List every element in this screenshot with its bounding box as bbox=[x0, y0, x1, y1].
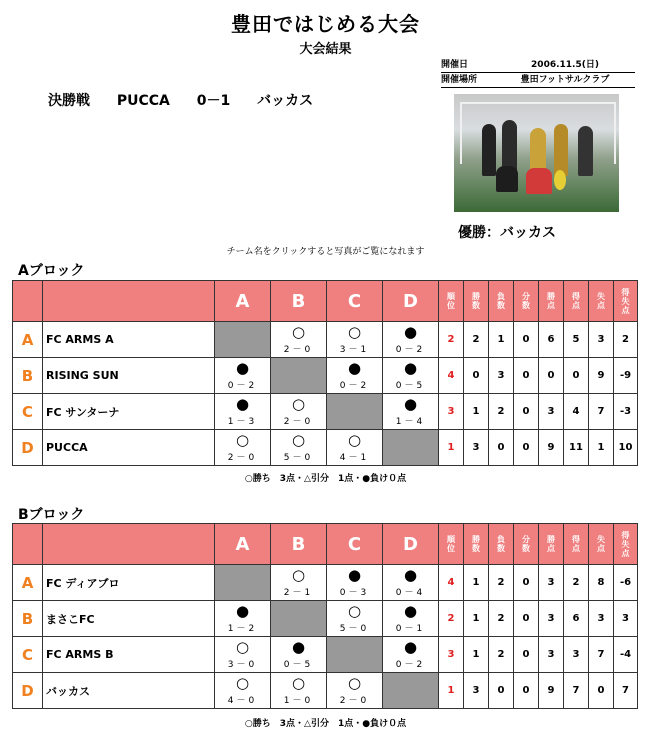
result-wrap bbox=[271, 637, 326, 672]
self-match-cell bbox=[271, 601, 327, 637]
result-wrap bbox=[215, 673, 270, 708]
result-legend: ○勝ち 3点・△引分 1点・●負け０点 bbox=[244, 474, 407, 484]
stat-value: -4 bbox=[614, 637, 638, 673]
result-cell bbox=[271, 394, 327, 430]
loss-mark: ● bbox=[403, 395, 418, 413]
header-stat: 負 数 bbox=[489, 281, 514, 322]
stat-value: 3 bbox=[489, 358, 514, 394]
match-score: 0－2 bbox=[395, 345, 426, 355]
result-cell bbox=[383, 358, 439, 394]
result-wrap bbox=[383, 565, 438, 600]
result-cell bbox=[327, 673, 383, 709]
result-cell bbox=[215, 430, 271, 466]
match-score: 0－1 bbox=[395, 624, 426, 634]
rank-value: 4 bbox=[439, 565, 464, 601]
rank-value: 2 bbox=[439, 601, 464, 637]
stat-value: -6 bbox=[614, 565, 638, 601]
loss-mark: ● bbox=[291, 638, 306, 656]
result-cell bbox=[215, 358, 271, 394]
rank-value: 1 bbox=[439, 673, 464, 709]
stat-value: 6 bbox=[539, 322, 564, 358]
table-row bbox=[13, 601, 638, 637]
match-score: 2－0 bbox=[339, 696, 370, 706]
rank-value: 3 bbox=[439, 394, 464, 430]
stat-value: 3 bbox=[539, 565, 564, 601]
result-cell bbox=[215, 394, 271, 430]
team-letter: B bbox=[13, 601, 43, 637]
final-team2[interactable]: バッカス bbox=[257, 93, 314, 109]
result-wrap bbox=[327, 322, 382, 357]
event-info bbox=[441, 58, 635, 88]
header-stat: 得 失 点 bbox=[614, 524, 638, 565]
stat-value: -9 bbox=[614, 358, 638, 394]
stat-value: 5 bbox=[564, 322, 589, 358]
result-wrap bbox=[327, 601, 382, 636]
stat-value: 9 bbox=[589, 358, 614, 394]
win-mark: ○ bbox=[347, 602, 362, 620]
header-blank bbox=[13, 524, 43, 565]
header-stat: 失 点 bbox=[589, 524, 614, 565]
self-match-cell bbox=[383, 673, 439, 709]
header-col-c: C bbox=[327, 524, 383, 565]
final-match bbox=[48, 90, 327, 110]
match-score: 1－0 bbox=[283, 696, 314, 706]
page-title: 豊田ではじめる大会 bbox=[231, 12, 420, 36]
rank-value: 1 bbox=[439, 430, 464, 466]
stat-value: 0 bbox=[514, 637, 539, 673]
date-value: 2006.11.5(日) bbox=[531, 60, 599, 70]
place-label: 開催場所 bbox=[441, 75, 478, 85]
match-score: 1－3 bbox=[227, 417, 258, 427]
loss-mark: ● bbox=[347, 566, 362, 584]
team-letter: D bbox=[13, 430, 43, 466]
header-col-b: B bbox=[271, 281, 327, 322]
result-wrap bbox=[327, 430, 382, 465]
team-photo bbox=[454, 94, 619, 212]
result-wrap bbox=[271, 430, 326, 465]
match-score: 0－3 bbox=[339, 588, 370, 598]
match-score: 3－1 bbox=[339, 345, 370, 355]
loss-mark: ● bbox=[235, 359, 250, 377]
win-mark: ○ bbox=[347, 674, 362, 692]
loss-mark: ● bbox=[403, 323, 418, 341]
standings-table bbox=[12, 523, 638, 709]
stat-value: 0 bbox=[514, 673, 539, 709]
stat-value: 2 bbox=[489, 637, 514, 673]
stat-value: 7 bbox=[564, 673, 589, 709]
win-mark: ○ bbox=[291, 431, 306, 449]
block-title: Aブロック bbox=[18, 263, 85, 279]
result-wrap bbox=[215, 358, 270, 393]
result-wrap bbox=[271, 673, 326, 708]
result-wrap bbox=[215, 637, 270, 672]
stat-value: -3 bbox=[614, 394, 638, 430]
result-wrap bbox=[271, 565, 326, 600]
result-wrap bbox=[215, 601, 270, 636]
table-row bbox=[13, 565, 638, 601]
rank-value: 4 bbox=[439, 358, 464, 394]
self-match-cell bbox=[327, 637, 383, 673]
stat-value: 3 bbox=[539, 601, 564, 637]
header-stat: 得 点 bbox=[564, 281, 589, 322]
result-cell bbox=[215, 601, 271, 637]
table-row bbox=[13, 637, 638, 673]
stat-value: 2 bbox=[489, 601, 514, 637]
match-score: 4－0 bbox=[227, 696, 258, 706]
stat-value: 3 bbox=[589, 601, 614, 637]
loss-mark: ● bbox=[403, 359, 418, 377]
match-score: 0－5 bbox=[283, 660, 314, 670]
result-cell bbox=[383, 601, 439, 637]
date-label: 開催日 bbox=[441, 60, 469, 70]
match-score: 2－0 bbox=[283, 417, 314, 427]
result-cell bbox=[271, 637, 327, 673]
stat-value: 0 bbox=[514, 430, 539, 466]
stat-value: 1 bbox=[464, 601, 489, 637]
team-name-link[interactable]: FC ARMS B bbox=[43, 637, 215, 673]
header-stat: 得 点 bbox=[564, 524, 589, 565]
match-score: 4－1 bbox=[339, 453, 370, 463]
table-header-row bbox=[13, 281, 638, 322]
self-match-cell bbox=[215, 322, 271, 358]
stat-value: 0 bbox=[514, 322, 539, 358]
result-legend: ○勝ち 3点・△引分 1点・●負け０点 bbox=[244, 719, 407, 729]
header-col-d: D bbox=[383, 524, 439, 565]
win-mark: ○ bbox=[235, 674, 250, 692]
stat-value: 0 bbox=[489, 673, 514, 709]
stat-value: 0 bbox=[514, 358, 539, 394]
team-letter: C bbox=[13, 637, 43, 673]
stat-value: 7 bbox=[589, 394, 614, 430]
final-label: 決勝戦 bbox=[48, 93, 90, 109]
stat-value: 0 bbox=[589, 673, 614, 709]
self-match-cell bbox=[383, 430, 439, 466]
standings-table bbox=[12, 280, 638, 466]
result-wrap bbox=[327, 358, 382, 393]
stat-value: 7 bbox=[589, 637, 614, 673]
stat-value: 0 bbox=[564, 358, 589, 394]
table-row bbox=[13, 322, 638, 358]
click-note: チーム名をクリックすると写真がご覧になれます bbox=[226, 247, 425, 257]
stat-value: 0 bbox=[514, 565, 539, 601]
match-score: 3－0 bbox=[227, 660, 258, 670]
header-stat: 負 数 bbox=[489, 524, 514, 565]
header-col-a: A bbox=[215, 524, 271, 565]
loss-mark: ● bbox=[403, 602, 418, 620]
team-letter: A bbox=[13, 565, 43, 601]
header-col-a: A bbox=[215, 281, 271, 322]
block-title: Bブロック bbox=[18, 507, 85, 523]
match-score: 0－2 bbox=[227, 381, 258, 391]
result-cell bbox=[271, 322, 327, 358]
header-team bbox=[43, 281, 215, 322]
stat-value: 9 bbox=[539, 673, 564, 709]
stat-value: 0 bbox=[514, 601, 539, 637]
stat-value: 0 bbox=[464, 358, 489, 394]
header-stat: 勝 数 bbox=[464, 524, 489, 565]
result-cell bbox=[383, 394, 439, 430]
header-stat: 勝 数 bbox=[464, 281, 489, 322]
stat-value: 7 bbox=[614, 673, 638, 709]
table-row bbox=[13, 394, 638, 430]
stat-value: 2 bbox=[464, 322, 489, 358]
team-name-link[interactable]: PUCCA bbox=[43, 430, 215, 466]
win-mark: ○ bbox=[347, 323, 362, 341]
result-cell bbox=[215, 637, 271, 673]
result-cell bbox=[383, 637, 439, 673]
win-mark: ○ bbox=[235, 431, 250, 449]
stat-value: 0 bbox=[489, 430, 514, 466]
stat-value: 1 bbox=[464, 637, 489, 673]
stat-value: 3 bbox=[539, 637, 564, 673]
stat-value: 2 bbox=[564, 565, 589, 601]
header-blank bbox=[13, 281, 43, 322]
stat-value: 4 bbox=[564, 394, 589, 430]
result-wrap bbox=[215, 430, 270, 465]
stat-value: 0 bbox=[514, 394, 539, 430]
team-name-link[interactable]: FC ディアブロ bbox=[43, 565, 215, 601]
self-match-cell bbox=[271, 358, 327, 394]
header-stat: 順 位 bbox=[439, 281, 464, 322]
result-cell bbox=[271, 673, 327, 709]
header-stat: 得 失 点 bbox=[614, 281, 638, 322]
team-letter: A bbox=[13, 322, 43, 358]
result-wrap bbox=[271, 394, 326, 429]
stat-value: 3 bbox=[564, 637, 589, 673]
win-mark: ○ bbox=[291, 674, 306, 692]
winner-text: 優勝：バッカス bbox=[458, 225, 556, 241]
self-match-cell bbox=[327, 394, 383, 430]
stat-value: 3 bbox=[464, 430, 489, 466]
rank-value: 3 bbox=[439, 637, 464, 673]
header-col-c: C bbox=[327, 281, 383, 322]
team-letter: D bbox=[13, 673, 43, 709]
team-name-link[interactable]: まさこFC bbox=[43, 601, 215, 637]
win-mark: ○ bbox=[235, 638, 250, 656]
stat-value: 1 bbox=[489, 322, 514, 358]
match-score: 2－0 bbox=[283, 345, 314, 355]
win-mark: ○ bbox=[291, 323, 306, 341]
final-team1[interactable]: PUCCA bbox=[116, 93, 170, 109]
stat-value: 2 bbox=[489, 394, 514, 430]
header-col-d: D bbox=[383, 281, 439, 322]
team-letter: B bbox=[13, 358, 43, 394]
table-row bbox=[13, 430, 638, 466]
match-score: 0－2 bbox=[395, 660, 426, 670]
match-score: 5－0 bbox=[339, 624, 370, 634]
result-cell bbox=[327, 358, 383, 394]
result-cell bbox=[271, 565, 327, 601]
result-cell bbox=[327, 601, 383, 637]
header-team bbox=[43, 524, 215, 565]
page-subtitle: 大会結果 bbox=[299, 42, 352, 57]
win-mark: ○ bbox=[291, 566, 306, 584]
team-name-link[interactable]: バッカス bbox=[43, 673, 215, 709]
match-score: 0－2 bbox=[339, 381, 370, 391]
self-match-cell bbox=[215, 565, 271, 601]
rank-value: 2 bbox=[439, 322, 464, 358]
stat-value: 6 bbox=[564, 601, 589, 637]
stat-value: 3 bbox=[539, 394, 564, 430]
loss-mark: ● bbox=[235, 395, 250, 413]
result-cell bbox=[271, 430, 327, 466]
loss-mark: ● bbox=[403, 566, 418, 584]
result-wrap bbox=[383, 322, 438, 357]
stat-value: 11 bbox=[564, 430, 589, 466]
result-cell bbox=[327, 430, 383, 466]
stat-value: 10 bbox=[614, 430, 638, 466]
win-mark: ○ bbox=[291, 395, 306, 413]
result-cell bbox=[327, 322, 383, 358]
stat-value: 1 bbox=[464, 394, 489, 430]
match-score: 2－0 bbox=[227, 453, 258, 463]
header-stat: 失 点 bbox=[589, 281, 614, 322]
header-stat: 順 位 bbox=[439, 524, 464, 565]
result-wrap bbox=[215, 394, 270, 429]
team-name-link[interactable]: RISING SUN bbox=[43, 358, 215, 394]
header-stat: 分 数 bbox=[514, 524, 539, 565]
team-name-link[interactable]: FC ARMS A bbox=[43, 322, 215, 358]
loss-mark: ● bbox=[347, 359, 362, 377]
stat-value: 3 bbox=[464, 673, 489, 709]
stat-value: 8 bbox=[589, 565, 614, 601]
match-score: 0－5 bbox=[395, 381, 426, 391]
stat-value: 3 bbox=[614, 601, 638, 637]
result-wrap bbox=[327, 673, 382, 708]
team-name-link[interactable]: FC サンターナ bbox=[43, 394, 215, 430]
match-score: 0－4 bbox=[395, 588, 426, 598]
result-cell bbox=[383, 565, 439, 601]
header-stat: 勝 点 bbox=[539, 524, 564, 565]
stat-value: 1 bbox=[464, 565, 489, 601]
win-mark: ○ bbox=[347, 431, 362, 449]
table-row bbox=[13, 358, 638, 394]
match-score: 1－4 bbox=[395, 417, 426, 427]
result-wrap bbox=[383, 394, 438, 429]
result-wrap bbox=[383, 358, 438, 393]
result-wrap bbox=[327, 565, 382, 600]
place-value: 豊田フットサルクラブ bbox=[520, 75, 610, 85]
match-score: 1－2 bbox=[227, 624, 258, 634]
final-score: 0－1 bbox=[196, 93, 231, 109]
table-row bbox=[13, 673, 638, 709]
header-stat: 分 数 bbox=[514, 281, 539, 322]
loss-mark: ● bbox=[235, 602, 250, 620]
result-cell bbox=[327, 565, 383, 601]
result-wrap bbox=[383, 601, 438, 636]
result-wrap bbox=[383, 637, 438, 672]
stat-value: 0 bbox=[539, 358, 564, 394]
header-stat: 勝 点 bbox=[539, 281, 564, 322]
stat-value: 2 bbox=[614, 322, 638, 358]
table-header-row bbox=[13, 524, 638, 565]
result-wrap bbox=[271, 322, 326, 357]
team-letter: C bbox=[13, 394, 43, 430]
header-col-b: B bbox=[271, 524, 327, 565]
loss-mark: ● bbox=[403, 638, 418, 656]
stat-value: 3 bbox=[589, 322, 614, 358]
match-score: 2－1 bbox=[283, 588, 314, 598]
stat-value: 2 bbox=[489, 565, 514, 601]
stat-value: 9 bbox=[539, 430, 564, 466]
result-cell bbox=[383, 322, 439, 358]
stat-value: 1 bbox=[589, 430, 614, 466]
match-score: 5－0 bbox=[283, 453, 314, 463]
result-cell bbox=[215, 673, 271, 709]
